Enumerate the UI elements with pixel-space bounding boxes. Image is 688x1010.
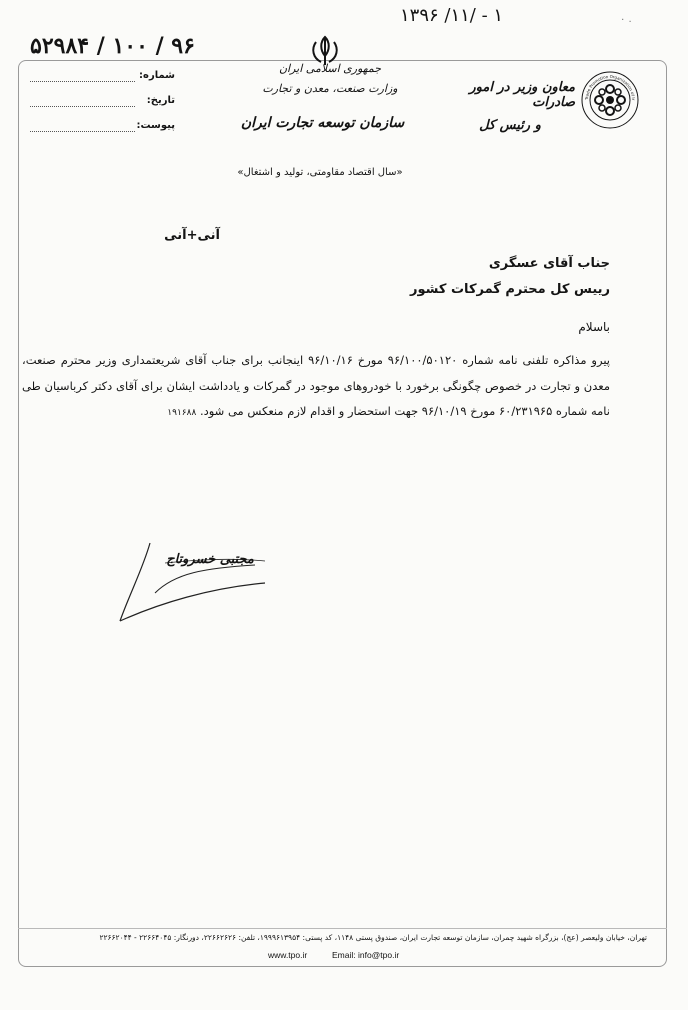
attachment-line (30, 131, 135, 132)
footer-website-link[interactable]: www.tpo.ir (268, 950, 308, 960)
date-line (30, 106, 135, 107)
meta-number-row (30, 70, 175, 86)
letterhead-frame (18, 60, 667, 967)
footer-divider (18, 928, 667, 929)
signatory-name: مجتبی خسروتاج (166, 552, 254, 567)
republic-name: جمهوری اسلامی ایران (278, 62, 382, 75)
ministry-name: وزارت صنعت، معدن و تجارت (262, 82, 398, 95)
footer-email-link[interactable]: Email: info@tpo.ir (332, 950, 400, 960)
number-label: شماره: (139, 70, 175, 81)
letter-body-text: پیرو مذاکره تلفنی نامه شماره ۹۶/۱۰۰/۵۰۱۲۰ مورخ ۹۶/۱۰/۱۶ اینجانب برای جناب آقای شریعتمداری وزیر محترم صنعت، معدن و تجارت در خصوص چگونگی برخورد با خودروهای موجود در گمرکات و یادداشت ایشان برای آقای دکتر کرباسیان طی نامه شماره ۶۰/۲۳۱۹۶۵ مورخ ۹۶/۱۰/۱۹ جهت استحضار و اقدام لازم منعکس می شود. (22, 353, 610, 418)
number-line (30, 81, 135, 82)
salutation: جناب آقای عسگری (488, 256, 610, 271)
footer-address: تهران، خیابان ولیعصر (عج)، بزرگراه شهید چمران، سازمان توسعه تجارت ایران، صندوق پستی ۱۱۴۸، کد پستی: ۱۹۹۹۶۱۳۹۵۴، تلفن: ۲۲۶۶۲۶۲۶، دورنگار: ۲۲۶۶۴۰۴۵ - ۲۲۶۶۲۰۴۴ (99, 933, 647, 942)
letter-body (22, 348, 610, 427)
deputy-subtitle: و رئیس کل (479, 118, 541, 133)
date-label: تاریخ: (146, 95, 175, 106)
handwritten-number: ۹۶ / ۱۰۰ / ۵۲۹۸۴ (30, 33, 195, 59)
organization-name: سازمان توسعه تجارت ایران (240, 115, 405, 131)
deputy-title: معاون وزیر در امور صادرات (469, 80, 575, 110)
meta-attachment-row (30, 120, 175, 136)
reference-code: ۱۹۱۶۸۸ (167, 408, 197, 418)
urgency-mark: آنی+آنی (164, 228, 220, 243)
recipient-title: رییس کل محترم گمرکات کشور (410, 282, 610, 297)
year-slogan: «سال اقتصاد مقاومتی، تولید و اشتغال» (237, 167, 403, 178)
meta-date-row (30, 95, 175, 111)
tpo-logo-icon (580, 70, 640, 130)
handwritten-date: ۱۳۹۶ /۱۱/ - ۱ (400, 5, 504, 26)
attachment-label: پیوست: (136, 120, 175, 131)
greeting: باسلام (578, 320, 610, 334)
signature-scribble (115, 533, 275, 625)
corner-mark: ٠ . (620, 14, 632, 25)
logo-text: Trade Promotion Organization of Ir (583, 73, 637, 101)
